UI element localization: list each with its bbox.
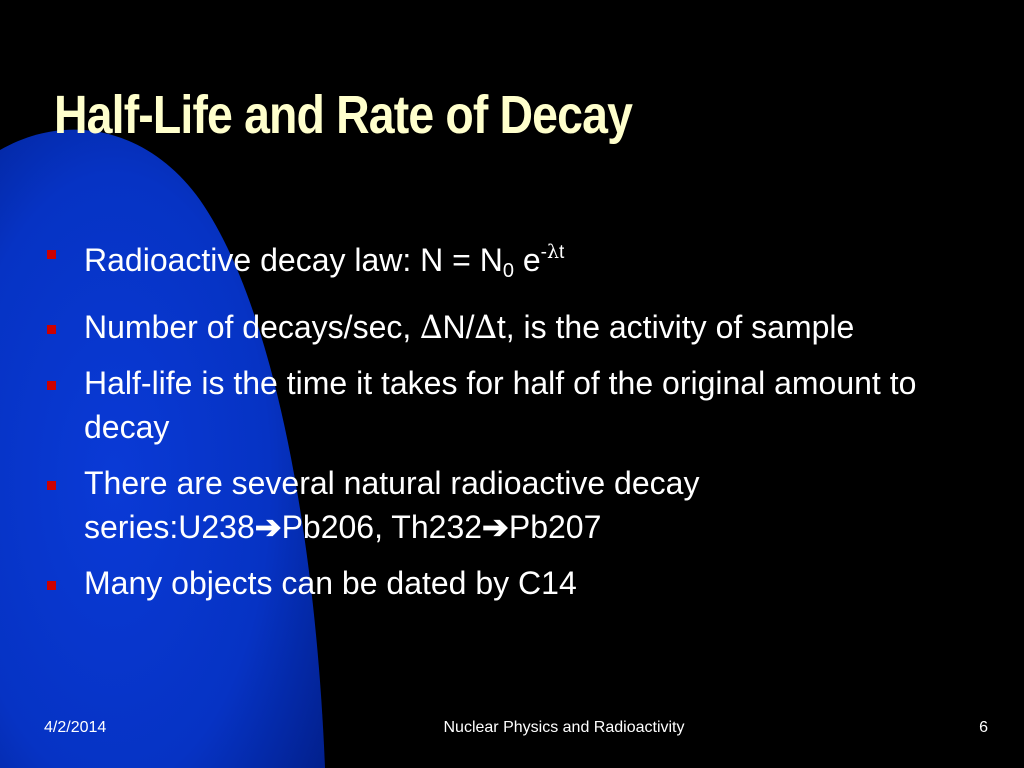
bullet-text: t, is the activity of sample xyxy=(496,309,855,345)
bullet-item-activity xyxy=(45,305,1005,349)
footer-date: 4/2/2014 xyxy=(44,719,107,736)
bullet-text: Pb207 xyxy=(508,509,602,545)
bullet-text: Number of decays/sec, xyxy=(84,309,421,345)
bullet-square-icon xyxy=(47,481,56,490)
bullet-item-half-life xyxy=(45,361,1005,449)
bullet-item-decay-series xyxy=(45,461,1005,549)
bullet-item-decay-law xyxy=(45,230,1005,293)
bullet-square-icon xyxy=(47,581,56,590)
right-arrow-icon: ➔ xyxy=(482,508,509,546)
exponent xyxy=(541,242,565,263)
right-arrow-icon: ➔ xyxy=(254,508,282,546)
slide-title: Half-Life and Rate of Decay xyxy=(54,85,633,145)
bullet-item-carbon-dating xyxy=(45,561,1005,605)
delta-symbol: ∆ xyxy=(474,308,497,346)
bullet-text: N/ xyxy=(442,309,475,345)
lambda-symbol: λ xyxy=(547,241,560,263)
slide-number: 6 xyxy=(979,719,988,736)
bullet-list xyxy=(45,230,1005,617)
bullet-text: e xyxy=(513,242,541,278)
bullet-text: Many objects can be dated by C14 xyxy=(84,565,577,601)
bullet-square-icon xyxy=(47,325,56,334)
exponent-minus: - xyxy=(540,242,547,263)
bullet-square-icon xyxy=(47,250,56,259)
footer-title: Nuclear Physics and Radioactivity xyxy=(443,719,685,736)
bullet-text: Half-life is the time it takes for half of the original amount to decay xyxy=(84,365,917,445)
bullet-text: Radioactive decay law: N = N xyxy=(84,242,503,278)
subscript-zero: 0 xyxy=(502,260,514,282)
bullet-square-icon xyxy=(47,381,56,390)
delta-symbol: ∆ xyxy=(420,308,443,346)
bullet-text: Pb206, Th232 xyxy=(281,509,483,545)
bullet-text: There are several natural radioactive decay series:U238 xyxy=(84,465,700,545)
exponent-t: t xyxy=(559,242,565,263)
